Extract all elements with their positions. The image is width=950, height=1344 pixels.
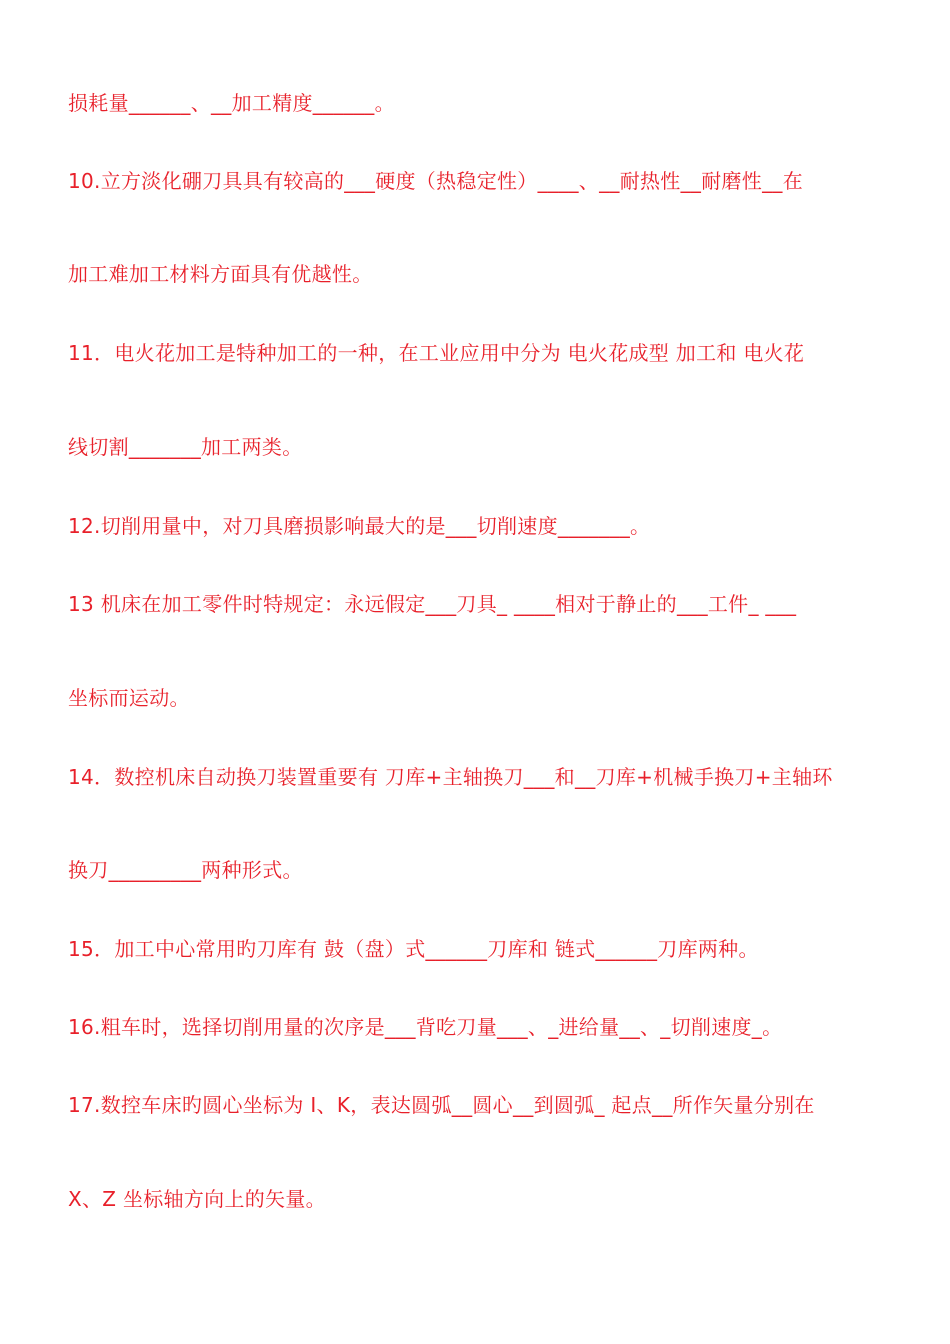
text-line-4: 11．电火花加工是特种加工的一种，在工业应用中分为 电火花成型 加工和 电火花 xyxy=(68,341,805,365)
text-line-14: X、Z 坐标轴方向上的矢量。 xyxy=(68,1187,326,1211)
text-line-3: 加工难加工材料方面具有优越性。 xyxy=(68,262,373,286)
text-line-13: 17.数控车床旳圆心坐标为 I、K，表达圆弧__圆心__到圆弧_ 起点__所作矢量分别在 xyxy=(68,1093,815,1117)
text-line-11: 15．加工中心常用旳刀库有 鼓（盘）式______刀库和 链式______刀库两种。 xyxy=(68,937,759,961)
text-line-9: 14．数控机床自动换刀装置重要有 刀库+主轴换刀___和__刀库+机械手换刀+主轴环 xyxy=(68,765,833,789)
text-line-6: 12.切削用量中，对刀具磨损影响最大的是___切削速度_______。 xyxy=(68,514,651,538)
text-line-2: 10.立方淡化硼刀具具有较高的___硬度（热稳定性）____、__耐热性__耐磨性__在 xyxy=(68,169,804,193)
text-line-12: 16.粗车时，选择切削用量的次序是___背吃刀量___、_进给量__、_切削速度_。 xyxy=(68,1015,783,1039)
text-line-10: 换刀_________两种形式。 xyxy=(68,858,303,882)
text-line-8: 坐标而运动。 xyxy=(68,686,190,710)
text-line-5: 线切割_______加工两类。 xyxy=(68,435,303,459)
text-line-1: 损耗量______、__加工精度______。 xyxy=(68,91,395,115)
text-line-7: 13 机床在加工零件时特规定：永远假定___刀具_ ____相对于静止的___工件_ ___ xyxy=(68,592,797,616)
